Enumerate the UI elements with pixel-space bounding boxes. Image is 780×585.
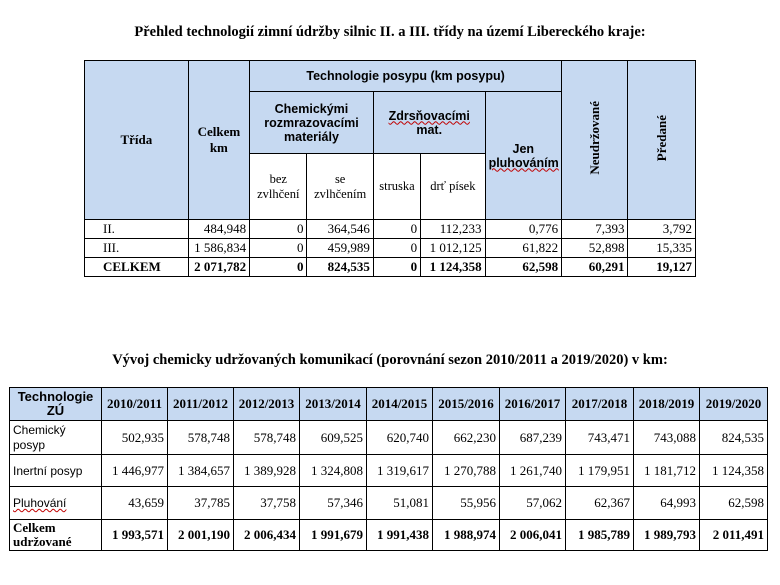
cell: 484,948 (188, 220, 249, 239)
header-trida: Třída (85, 61, 189, 220)
header-neudrzovane (562, 61, 628, 220)
cell: 1 270,788 (433, 455, 500, 487)
cell: 52,898 (562, 239, 628, 258)
cell: 0,776 (485, 220, 562, 239)
cell: 37,758 (234, 487, 300, 520)
cell: 1 985,789 (566, 520, 634, 551)
cell: 37,785 (168, 487, 234, 520)
header-bez-zvlhceni: bez zvlhčení (250, 154, 307, 220)
cell: 1 324,808 (300, 455, 367, 487)
season-header: 2011/2012 (168, 388, 234, 421)
row-label: Chemický posyp (10, 421, 102, 455)
season-header: 2012/2013 (234, 388, 300, 421)
cell: 0 (250, 239, 307, 258)
header-drt-pisek: drť písek (421, 154, 485, 220)
header-pluhovanim-word: pluhováním (488, 155, 559, 170)
cell: 824,535 (307, 258, 373, 277)
cell: 0 (373, 220, 420, 239)
season-header: 2014/2015 (367, 388, 433, 421)
header-technologie-posypu: Technologie posypu (km posypu) (250, 61, 562, 92)
row-label: III. (85, 239, 189, 258)
cell: 51,081 (367, 487, 433, 520)
cell: 1 586,834 (188, 239, 249, 258)
header-row (10, 388, 768, 421)
cell: 61,822 (485, 239, 562, 258)
cell: 62,598 (700, 487, 768, 520)
cell: 502,935 (102, 421, 168, 455)
table-row (85, 239, 696, 258)
cell: 620,740 (367, 421, 433, 455)
table-row (10, 455, 768, 487)
table-row-total (85, 258, 696, 277)
cell: 0 (373, 258, 420, 277)
cell: 0 (250, 258, 307, 277)
table-row-total (10, 520, 768, 551)
row-label: II. (85, 220, 189, 239)
cell: 662,230 (433, 421, 500, 455)
header-chemickymi: Chemickými rozmrazovacími materiály (250, 92, 374, 154)
cell: 1 989,793 (634, 520, 700, 551)
cell: 1 179,951 (566, 455, 634, 487)
cell: 1 988,974 (433, 520, 500, 551)
cell: 7,393 (562, 220, 628, 239)
cell: 743,471 (566, 421, 634, 455)
cell: 1 319,617 (367, 455, 433, 487)
season-header: 2010/2011 (102, 388, 168, 421)
cell: 0 (250, 220, 307, 239)
cell: 64,993 (634, 487, 700, 520)
season-header: 2016/2017 (500, 388, 566, 421)
season-header: 2015/2016 (433, 388, 500, 421)
header-technologie-zu: Technologie ZÚ (10, 388, 102, 421)
cell: 578,748 (234, 421, 300, 455)
cell: 1 012,125 (421, 239, 485, 258)
row-label: Celkem udržované (10, 520, 102, 551)
cell: 0 (373, 239, 420, 258)
season-header: 2013/2014 (300, 388, 367, 421)
cell: 743,088 (634, 421, 700, 455)
chemical-maintenance-table (9, 387, 768, 551)
cell: 15,335 (628, 239, 696, 258)
cell: 1 446,977 (102, 455, 168, 487)
cell: 1 389,928 (234, 455, 300, 487)
header-struska: struska (373, 154, 420, 220)
cell: 57,346 (300, 487, 367, 520)
row-label: Inertní posyp (10, 455, 102, 487)
row-label (10, 487, 102, 520)
cell: 43,659 (102, 487, 168, 520)
table-row (85, 220, 696, 239)
cell: 19,127 (628, 258, 696, 277)
cell: 2 006,041 (500, 520, 566, 551)
cell: 1 991,679 (300, 520, 367, 551)
cell: 1 124,358 (421, 258, 485, 277)
cell: 2 001,190 (168, 520, 234, 551)
cell: 2 011,491 (700, 520, 768, 551)
cell: 62,367 (566, 487, 634, 520)
header-celkem-km: Celkem km (188, 61, 249, 220)
cell: 55,956 (433, 487, 500, 520)
cell: 1 991,438 (367, 520, 433, 551)
row-label-text: Pluhování (13, 496, 67, 510)
cell: 1 993,571 (102, 520, 168, 551)
cell: 3,792 (628, 220, 696, 239)
cell: 609,525 (300, 421, 367, 455)
header-neudrzovane-label: Neudržované (586, 101, 602, 175)
header-predane-label: Předané (653, 114, 669, 162)
cell: 824,535 (700, 421, 768, 455)
cell: 2 071,782 (188, 258, 249, 277)
header-zdrsnovacimi-word: Zdrsňovacími (388, 108, 470, 123)
header-jen-pluhovanim (485, 92, 562, 220)
row-label: CELKEM (85, 258, 189, 277)
table2-title: Vývoj chemicky udržovaných komunikací (porovnání sezon 2010/2011 a 2019/2020) v km: (112, 352, 668, 368)
cell: 60,291 (562, 258, 628, 277)
cell: 1 124,358 (700, 455, 768, 487)
header-se-zvlhcenim: se zvlhčením (307, 154, 373, 220)
cell: 1 384,657 (168, 455, 234, 487)
table-row (10, 487, 768, 520)
header-zdrsnovacimi (373, 92, 485, 154)
header-zdrsnovacimi-mat: mat. (416, 122, 443, 137)
header-jen-word: Jen (512, 141, 535, 156)
season-header: 2017/2018 (566, 388, 634, 421)
season-header: 2019/2020 (700, 388, 768, 421)
cell: 1 261,740 (500, 455, 566, 487)
cell: 62,598 (485, 258, 562, 277)
header-predane (628, 61, 696, 220)
cell: 364,546 (307, 220, 373, 239)
cell: 57,062 (500, 487, 566, 520)
technology-overview-table (84, 60, 696, 277)
cell: 112,233 (421, 220, 485, 239)
cell: 2 006,434 (234, 520, 300, 551)
season-header: 2018/2019 (634, 388, 700, 421)
cell: 687,239 (500, 421, 566, 455)
cell: 459,989 (307, 239, 373, 258)
table1-title: Přehled technologií zimní údržby silnic II. a III. třídy na území Libereckého kraje: (134, 24, 646, 40)
cell: 1 181,712 (634, 455, 700, 487)
table-row (10, 421, 768, 455)
cell: 578,748 (168, 421, 234, 455)
